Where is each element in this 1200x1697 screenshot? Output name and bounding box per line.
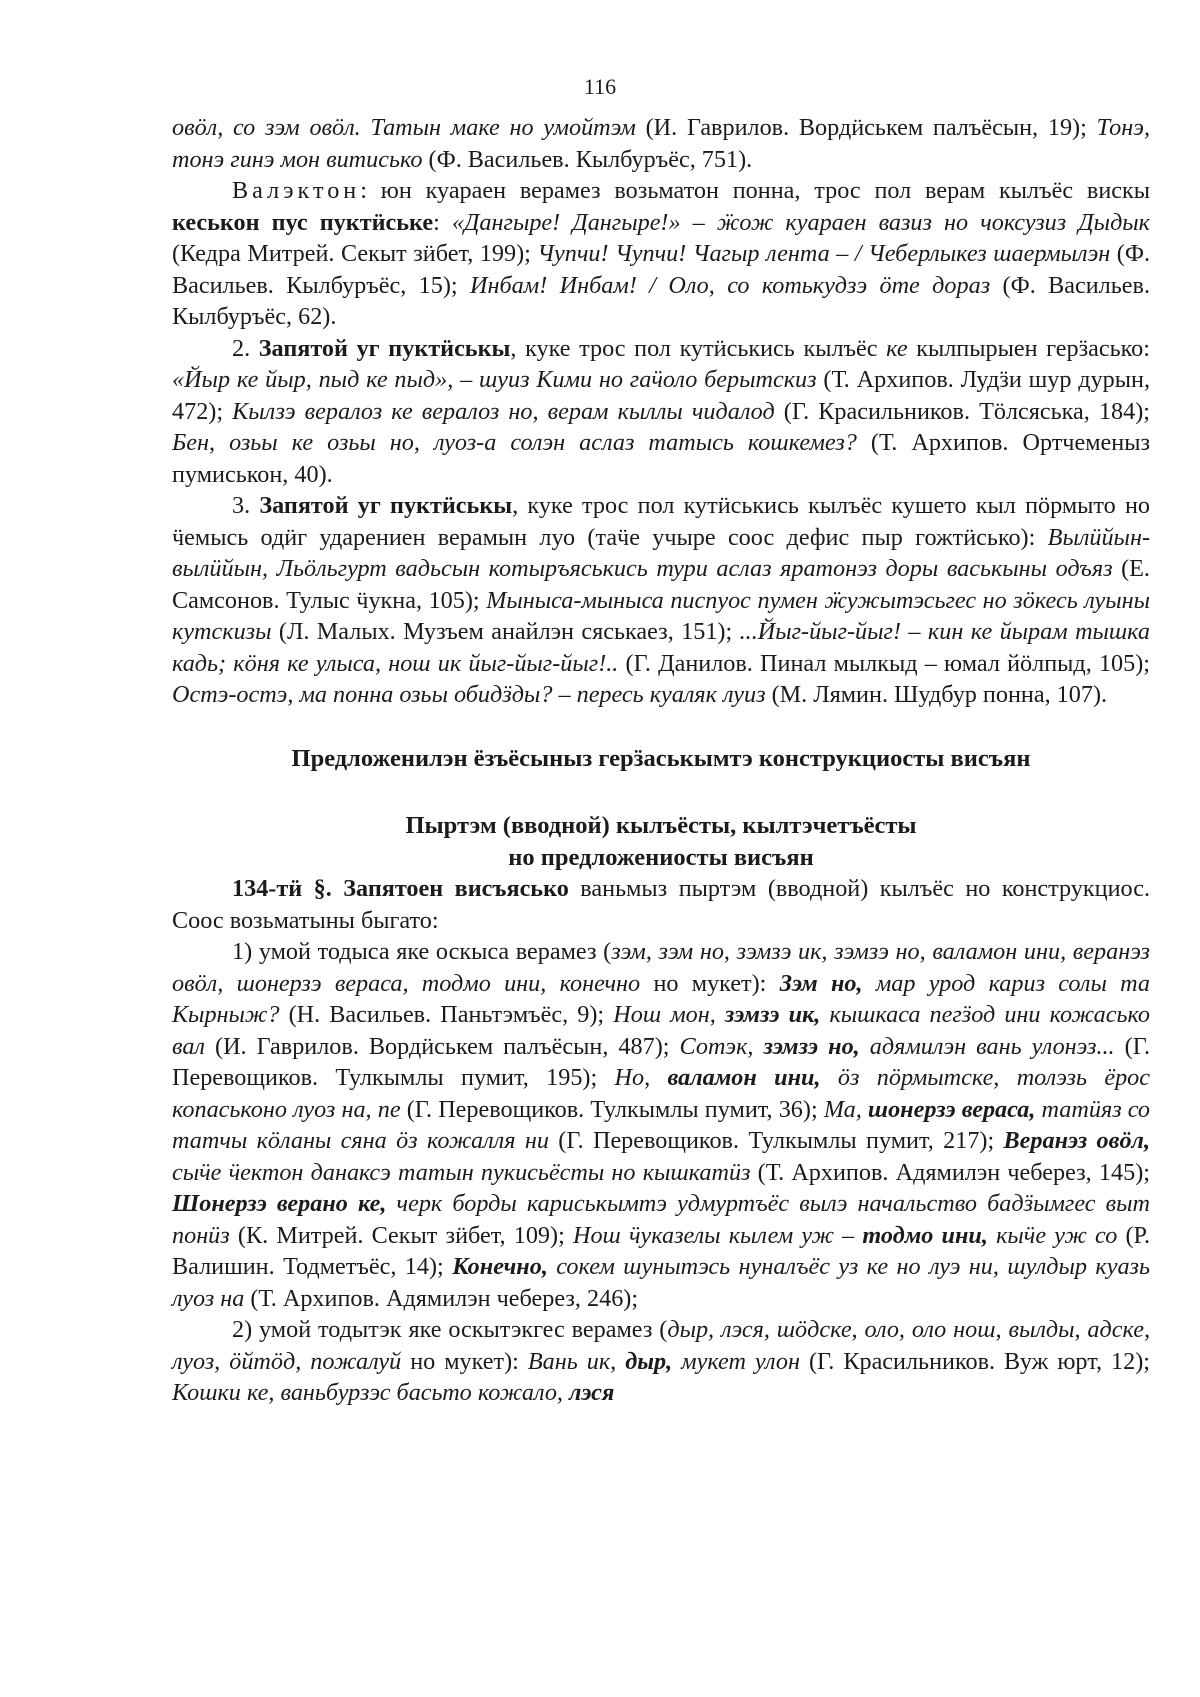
point-2-paragraph bbox=[172, 333, 1150, 491]
text-run: овӧл, со зэм овӧл. Татын маке но умойтэм bbox=[172, 114, 636, 141]
page-number: 116 bbox=[583, 74, 617, 99]
text-run: (Р. Валишин. Тодметъёс, 14); bbox=[172, 1221, 1151, 1280]
text-run: кыӵе уж со bbox=[987, 1221, 1118, 1249]
text-run: зэмзэ ик, bbox=[724, 1001, 821, 1028]
text-run: (Г. Перевощиков. Тулкымлы пумит, 36); bbox=[400, 1095, 824, 1123]
text-run: Конечно, bbox=[452, 1253, 548, 1280]
text-run: Шонерзэ верано ке, bbox=[172, 1190, 387, 1217]
text-run: (Н. Васильев. Паньтэмъёс, 9); bbox=[279, 1001, 614, 1028]
text-run: (Г. Красильников. Вуж юрт, 12); bbox=[799, 1347, 1150, 1375]
text-run: ваньмыз пыртэм (вводной) кылъёс но конструкциос. Соос возьматыны быгато: bbox=[172, 875, 1150, 934]
text-run: Кошки ке, ваньбурзэс басьто кожало, bbox=[172, 1379, 570, 1406]
text-run: (Ф. Васильев. Кылбуръёс, 751). bbox=[422, 145, 753, 173]
text-run: : bbox=[433, 208, 452, 236]
text-run: (Г. Перевощиков. Тулкымлы пумит, 217); bbox=[548, 1127, 1004, 1154]
text-run: (Л. Малых. Музъем анайлэн сяськаез, 151); bbox=[271, 618, 740, 645]
text-run: (Т. Архипов. Лудӟи шур дурын, 472); bbox=[172, 366, 1150, 425]
text-run: ке bbox=[886, 334, 908, 362]
text-run: Вань ик, bbox=[527, 1347, 626, 1375]
text-run: кылпырыен герӟасько: bbox=[907, 334, 1150, 362]
text-run: Нош мон, bbox=[613, 1001, 725, 1028]
text-run: 1) умой тодыса яке оскыса верамез ( bbox=[232, 938, 612, 965]
text-run: (Г. Красильников. Тӧлсяська, 184); bbox=[774, 397, 1150, 425]
text-run: Вылӥйын-вылӥйын, Льӧльгурт вадьсын котыръяськись тури аслаз яратонэз доры васькыны одъяз bbox=[172, 523, 1150, 582]
text-run: кеськон пус пуктӥське bbox=[172, 208, 434, 236]
text-run: 134-тӥ §. Запятоен висъясько bbox=[232, 875, 569, 902]
text-run: кышкаса пегӟод ини кожасько вал bbox=[172, 1001, 1151, 1060]
text-run: ӧз пӧрмытске, толэзь ёрос копаськоно луоз на, пе bbox=[172, 1064, 1150, 1123]
text-run: Запятой уг пуктӥськы bbox=[258, 334, 511, 362]
text-run: , куке трос пол кутӥськись кылъёс кушето кыл пӧрмыто но ӵемысь одӥг ударениен верамын луо (таӵе учыре соос дефис пыр гожтӥсько): bbox=[172, 492, 1150, 551]
text-run: ...Йыг-йыг-йыг! – кин ке йырам тышка кадь; кӧня ке улыса, нош ик йыг-йыг-йыг!.. bbox=[172, 618, 1150, 677]
text-run: «Дангыре! Дангыре!» – ӝож куараен вазиз но чоксузиз Дыдык bbox=[451, 208, 1150, 236]
text-run: Мыныса-мыныса писпуос пумен ӝужытэсьгес но зӧкесь луыны кутскизы bbox=[172, 586, 1150, 645]
text-run: 3. bbox=[232, 492, 260, 519]
text-run: (Т. Архипов. Ортчеменыз пумиськон, 40). bbox=[172, 429, 1150, 488]
subsection-heading-line-2: но предложениосты висъян bbox=[508, 843, 814, 871]
text-run: татӥяз со татчы кӧланы сяна ӧз кожалля ни bbox=[172, 1095, 1151, 1154]
text-run: (И. Гаврилов. Вордӥськем палъёсын, 19); bbox=[635, 114, 1097, 141]
text-run: (К. Митрей. Секыт зӥбет, 109); bbox=[229, 1221, 573, 1249]
text-run: но мукет): bbox=[640, 969, 780, 997]
text-run: тодмо ини, bbox=[862, 1221, 988, 1249]
text-run: Веранэз овӧл, bbox=[1003, 1127, 1150, 1154]
text-run: но мукет): bbox=[401, 1347, 528, 1375]
text-run: Но, bbox=[614, 1064, 668, 1091]
text-run: «Йыр ке йыр, пыд ке пыд», – шуиз Кими но гаӵоло берытскиз bbox=[172, 366, 817, 393]
text-run: (Т. Архипов. Адямилэн чеберез, 145); bbox=[750, 1158, 1150, 1186]
text-run: Ма, bbox=[823, 1095, 868, 1123]
text-run: Зэм но, bbox=[779, 969, 863, 997]
text-run: Остэ-остэ, ма понна озьы обидӟды? – пересь куаляк луиз bbox=[172, 681, 766, 708]
text-run: (Е. Самсонов. Тулыс ӵукна, 105); bbox=[172, 555, 1150, 614]
text-run: Бен, озьы ке озьы но, луоз-а солэн аслаз татысь кошкемез? bbox=[172, 429, 857, 456]
text-run: (Ф. Васильев. Кылбуръёс, 62). bbox=[172, 271, 1150, 330]
text-run: Сотэк, bbox=[679, 1032, 764, 1060]
point-3-paragraph bbox=[172, 490, 1150, 711]
valekton-paragraph bbox=[172, 175, 1150, 333]
item-1-paragraph bbox=[172, 936, 1150, 1314]
text-run: , куке трос пол кутӥськись кылъёс bbox=[510, 334, 887, 362]
item-2-paragraph bbox=[172, 1314, 1150, 1409]
text-run: : юн куараен верамез возьматон понна, трос пол верам кылъёс вискы bbox=[360, 177, 1150, 204]
text-run: Инбам! Инбам! / Оло, со котькудзэ ӧте дораз bbox=[470, 271, 991, 299]
text-run: Тонэ, тонэ гинэ мон витисько bbox=[172, 114, 1150, 173]
paragraph-134 bbox=[172, 873, 1150, 936]
text-run: Кылзэ вералоз ке вералоз но, верам кыллы чидалод bbox=[232, 397, 775, 425]
text-run: шонерзэ вераса, bbox=[867, 1095, 1036, 1123]
text-run: Запятой уг пуктӥськы bbox=[259, 492, 513, 519]
subsection-heading-line-1: Пыртэм (вводной) кылъёсты, кылтэчетъёсты bbox=[405, 812, 917, 839]
text-run: дыр, bbox=[625, 1347, 673, 1375]
page-body bbox=[172, 112, 1150, 1409]
text-run: зэмзэ но, bbox=[763, 1032, 860, 1060]
text-run: адямилэн вань улонэз... bbox=[859, 1032, 1115, 1060]
text-run: (Г. Данилов. Пинал мылкыд – юмал йӧлпыд, 105); bbox=[618, 649, 1151, 677]
text-run: (Т. Архипов. Адямилэн чеберез, 246); bbox=[244, 1284, 639, 1312]
text-run: (Ф. Васильев. Кылбуръёс, 15); bbox=[172, 240, 1150, 299]
text-run: 2. bbox=[232, 334, 259, 362]
text-run: (Г. Перевощиков. Тулкымлы пумит, 195); bbox=[172, 1032, 1151, 1091]
text-run: сокем шунытэсь нуналъёс уз ке но луэ ни, шулдыр куазь луоз на bbox=[172, 1253, 1150, 1312]
text-run: Валэктон bbox=[232, 177, 361, 204]
text-run: черк борды кариськымтэ удмуртъёс вылэ начальство бадӟымгес выт понӥз bbox=[172, 1190, 1150, 1249]
text-run: (М. Лямин. Шудбур понна, 107). bbox=[765, 681, 1108, 708]
continuation-paragraph bbox=[172, 112, 1150, 175]
text-run: дыр, лэся, шӧдске, оло, оло нош, вылды, адске, луоз, ӧйтӧд, пожалуй bbox=[172, 1316, 1150, 1375]
text-run: (Кедра Митрей. Секыт зӥбет, 199); bbox=[172, 240, 538, 267]
text-run: мукет улон bbox=[672, 1347, 800, 1375]
text-run: валамон ини, bbox=[667, 1064, 821, 1091]
subsection-heading bbox=[172, 810, 1150, 873]
section-heading: Предложенилэн ёзъёсыныз герӟаськымтэ конструкциосты висъян bbox=[291, 744, 1031, 772]
text-run: сыӵе ӵектон данаксэ татын пукисьёсты но кышкатӥз bbox=[172, 1158, 751, 1186]
text-run: Нош ӵуказелы кылем уж – bbox=[572, 1221, 863, 1249]
text-run: (И. Гаврилов. Вордӥськем палъёсын, 487); bbox=[204, 1032, 680, 1060]
text-run: лэся bbox=[569, 1379, 615, 1406]
text-run: 2) умой тодытэк яке оскытэкгес верамез ( bbox=[232, 1316, 668, 1343]
text-run: зэм, зэм но, зэмзэ ик, зэмзэ но, валамон ини, веранэз овӧл, шонерзэ вераса, тодмо ини, конечно bbox=[172, 938, 1150, 997]
text-run: Чупчи! Чупчи! Чагыр лента – / Чеберлыкез шаермылэн bbox=[537, 240, 1111, 267]
text-run: мар урод кариз солы та Кырныж? bbox=[172, 969, 1151, 1028]
